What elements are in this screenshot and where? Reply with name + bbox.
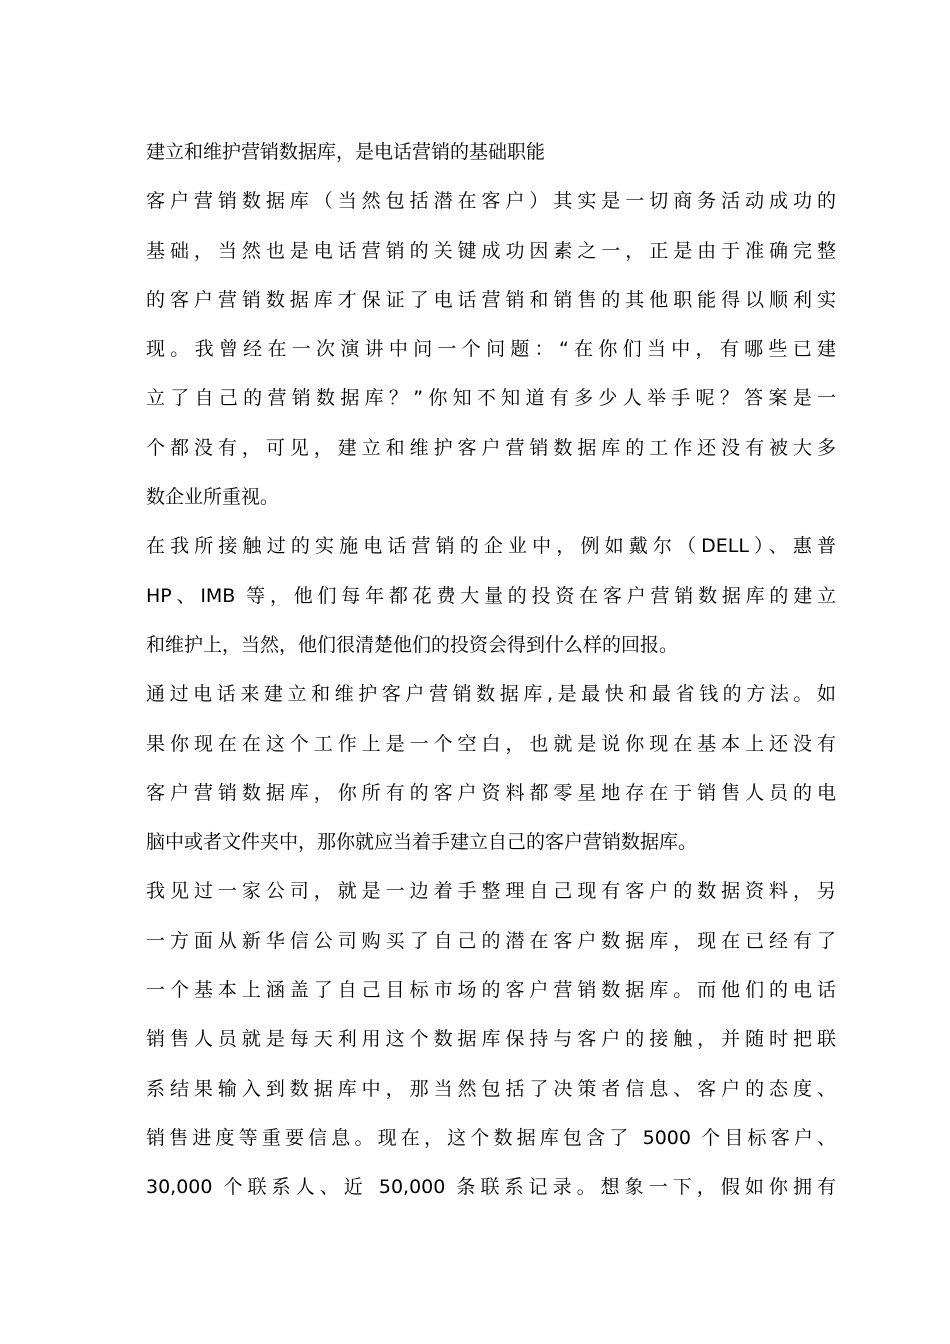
paragraph-1 bbox=[146, 185, 836, 530]
paragraph-line: 的客户营销数据库才保证了电话营销和销售的其他职能得以顺利实 bbox=[146, 288, 836, 311]
paragraph-line: 30,000 个联系人、近 50,000 条联系记录。想象一下，假如你拥有 bbox=[146, 1176, 836, 1199]
paragraph-line: 个都没有，可见，建立和维护客户营销数据库的工作还没有被大多 bbox=[146, 436, 836, 459]
paragraph-line: 数企业所重视。 bbox=[146, 486, 280, 509]
paragraph-line: 立了自己的营销数据库？”你知不知道有多少人举手呢？答案是一 bbox=[146, 387, 836, 410]
paragraph-line: HP、IMB 等，他们每年都花费大量的投资在客户营销数据库的建立 bbox=[146, 584, 836, 607]
paragraph-4 bbox=[146, 875, 836, 1220]
paragraph-3 bbox=[146, 678, 836, 875]
paragraph-line: 和维护上，当然，他们很清楚他们的投资会得到什么样的回报。 bbox=[146, 633, 679, 656]
paragraph-line: 客户营销数据库，你所有的客户资料都零星地存在于销售人员的电 bbox=[146, 781, 836, 804]
paragraph-line: 我见过一家公司，就是一边着手整理自己现有客户的数据资料，另 bbox=[146, 880, 836, 903]
paragraph-line: 脑中或者文件夹中，那你就应当着手建立自己的客户营销数据库。 bbox=[146, 831, 698, 854]
paragraph-line: 在我所接触过的实施电话营销的企业中，例如戴尔（DELL）、惠普 bbox=[146, 535, 836, 558]
paragraph-line: 现。我曾经在一次演讲中问一个问题：“在你们当中，有哪些已建 bbox=[146, 338, 836, 361]
paragraph-line: 一方面从新华信公司购买了自己的潜在客户数据库，现在已经有了 bbox=[146, 929, 836, 952]
paragraph-line: 一个基本上涵盖了自己目标市场的客户营销数据库。而他们的电话 bbox=[146, 979, 836, 1002]
paragraph-line: 基础，当然也是电话营销的关键成功因素之一，正是由于准确完整 bbox=[146, 239, 836, 262]
paragraph-2 bbox=[146, 530, 836, 678]
document-body bbox=[146, 136, 836, 1221]
paragraph-line: 客户营销数据库（当然包括潜在客户）其实是一切商务活动成功的 bbox=[146, 190, 836, 213]
paragraph-line: 系结果输入到数据库中，那当然包括了决策者信息、客户的态度、 bbox=[146, 1077, 836, 1100]
document-title: 建立和维护营销数据库，是电话营销的基础职能 bbox=[146, 141, 546, 163]
paragraph-line: 销售人员就是每天利用这个数据库保持与客户的接触，并随时把联 bbox=[146, 1028, 836, 1051]
paragraph-line: 果你现在在这个工作上是一个空白，也就是说你现在基本上还没有 bbox=[146, 732, 836, 755]
paragraph-line: 通过电话来建立和维护客户营销数据库,是最快和最省钱的方法。如 bbox=[146, 683, 836, 706]
paragraph-line: 销售进度等重要信息。现在，这个数据库包含了 5000 个目标客户、 bbox=[146, 1126, 836, 1149]
